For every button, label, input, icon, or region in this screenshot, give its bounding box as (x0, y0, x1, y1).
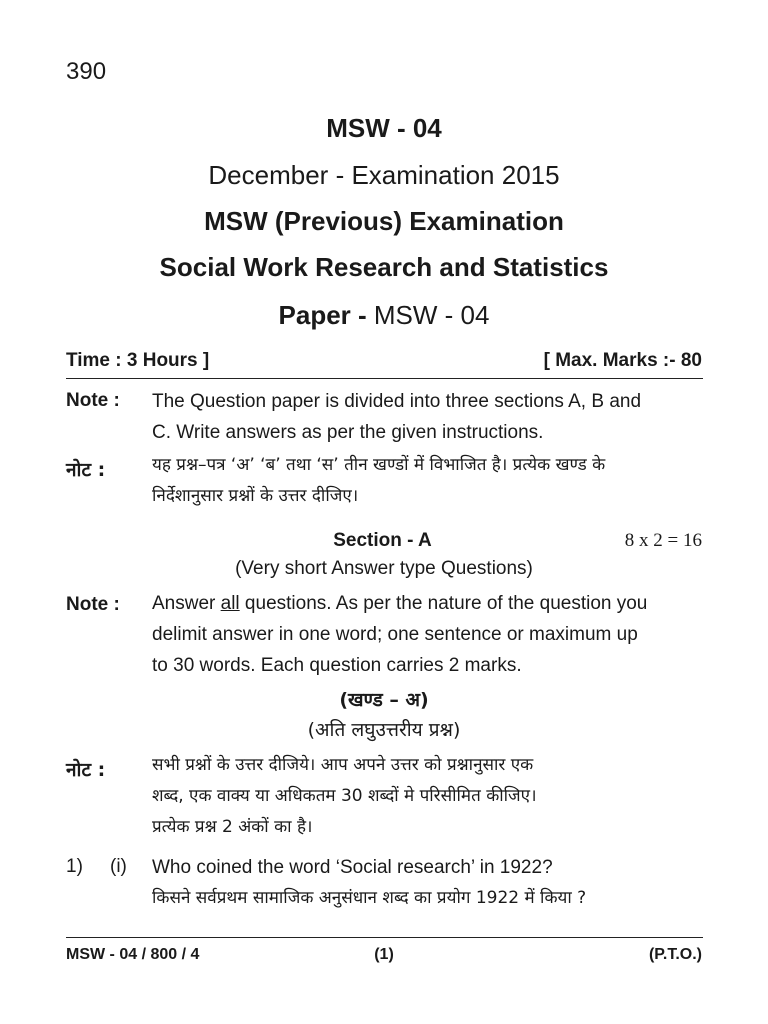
max-marks: [ Max. Marks :- 80 (543, 350, 702, 371)
hindi-section-note-label: नोट : (66, 759, 106, 781)
hindi-section-title: (खण्ड – अ) (339, 689, 429, 711)
section-note-line: delimit answer in one word; one sentence or maximum up (152, 624, 638, 645)
section-score: 8 x 2 = 16 (624, 530, 702, 551)
paper-line (0, 300, 768, 331)
paper-prefix: Paper - (278, 300, 374, 330)
hindi-section-note-text (152, 750, 703, 843)
question-number: 1) (66, 856, 83, 877)
note-line: C. Write answers as per the given instructions. (152, 422, 544, 443)
note-prefix: Answer (152, 593, 221, 614)
section-subtitle: (Very short Answer type Questions) (235, 558, 533, 579)
section-note-text (152, 588, 703, 681)
hindi-section-note-line: सभी प्रश्नों के उत्तर दीजिये। आप अपने उत्तर को प्रश्नानुसार एक (152, 755, 534, 775)
page-number: 390 (66, 58, 107, 85)
question-text (152, 852, 703, 914)
hindi-note-label: नोट : (66, 459, 106, 481)
exam-session: December - Examination 2015 (208, 160, 560, 190)
note-line: The Question paper is divided into three sections A, B and (152, 391, 642, 412)
paper-code: MSW - 04 (373, 300, 490, 330)
subject-title: Social Work Research and Statistics (159, 252, 609, 282)
hindi-note-line: यह प्रश्न–पत्र ‘अ’ ‘ब’ तथा ‘स’ तीन खण्डों में विभाजित है। प्रत्येक खण्ड के (152, 455, 606, 475)
section-title: Section - A (333, 530, 432, 551)
question-subnumber: (i) (110, 856, 127, 877)
course-code: MSW - 04 (326, 113, 442, 143)
section-note-line (152, 588, 703, 619)
note-rest: questions. As per the nature of the question you (239, 593, 648, 614)
question-text-en: Who coined the word ‘Social research’ in 1922? (152, 857, 553, 878)
hindi-note-line: निर्देशानुसार प्रश्नों के उत्तर दीजिए। (152, 486, 359, 506)
hindi-note-text (152, 450, 703, 512)
footer-divider (66, 937, 703, 938)
hindi-section-subtitle: (अति लघुउत्तरीय प्रश्न) (307, 719, 461, 741)
note-text (152, 386, 703, 448)
footer-paper-ref: MSW - 04 / 800 / 4 (66, 946, 200, 963)
footer-pto: (P.T.O.) (648, 946, 702, 963)
note-label: Note : (66, 390, 120, 411)
time-allowed: Time : 3 Hours ] (66, 350, 210, 371)
note-underlined: all (220, 593, 240, 614)
question-text-hi: किसने सर्वप्रथम सामाजिक अनुसंधान शब्द का प्रयोग 1922 में किया ? (152, 888, 587, 908)
section-note-line: to 30 words. Each question carries 2 marks. (152, 655, 522, 676)
header-divider (66, 378, 703, 379)
section-note-label: Note : (66, 594, 120, 615)
hindi-section-note-line: प्रत्येक प्रश्न 2 अंकों का है। (152, 817, 313, 837)
footer-page-number: (1) (374, 946, 394, 963)
exam-name: MSW (Previous) Examination (204, 206, 564, 236)
hindi-section-note-line: शब्द, एक वाक्य या अधिकतम 30 शब्दों मे परिसीमित कीजिए। (152, 786, 537, 806)
